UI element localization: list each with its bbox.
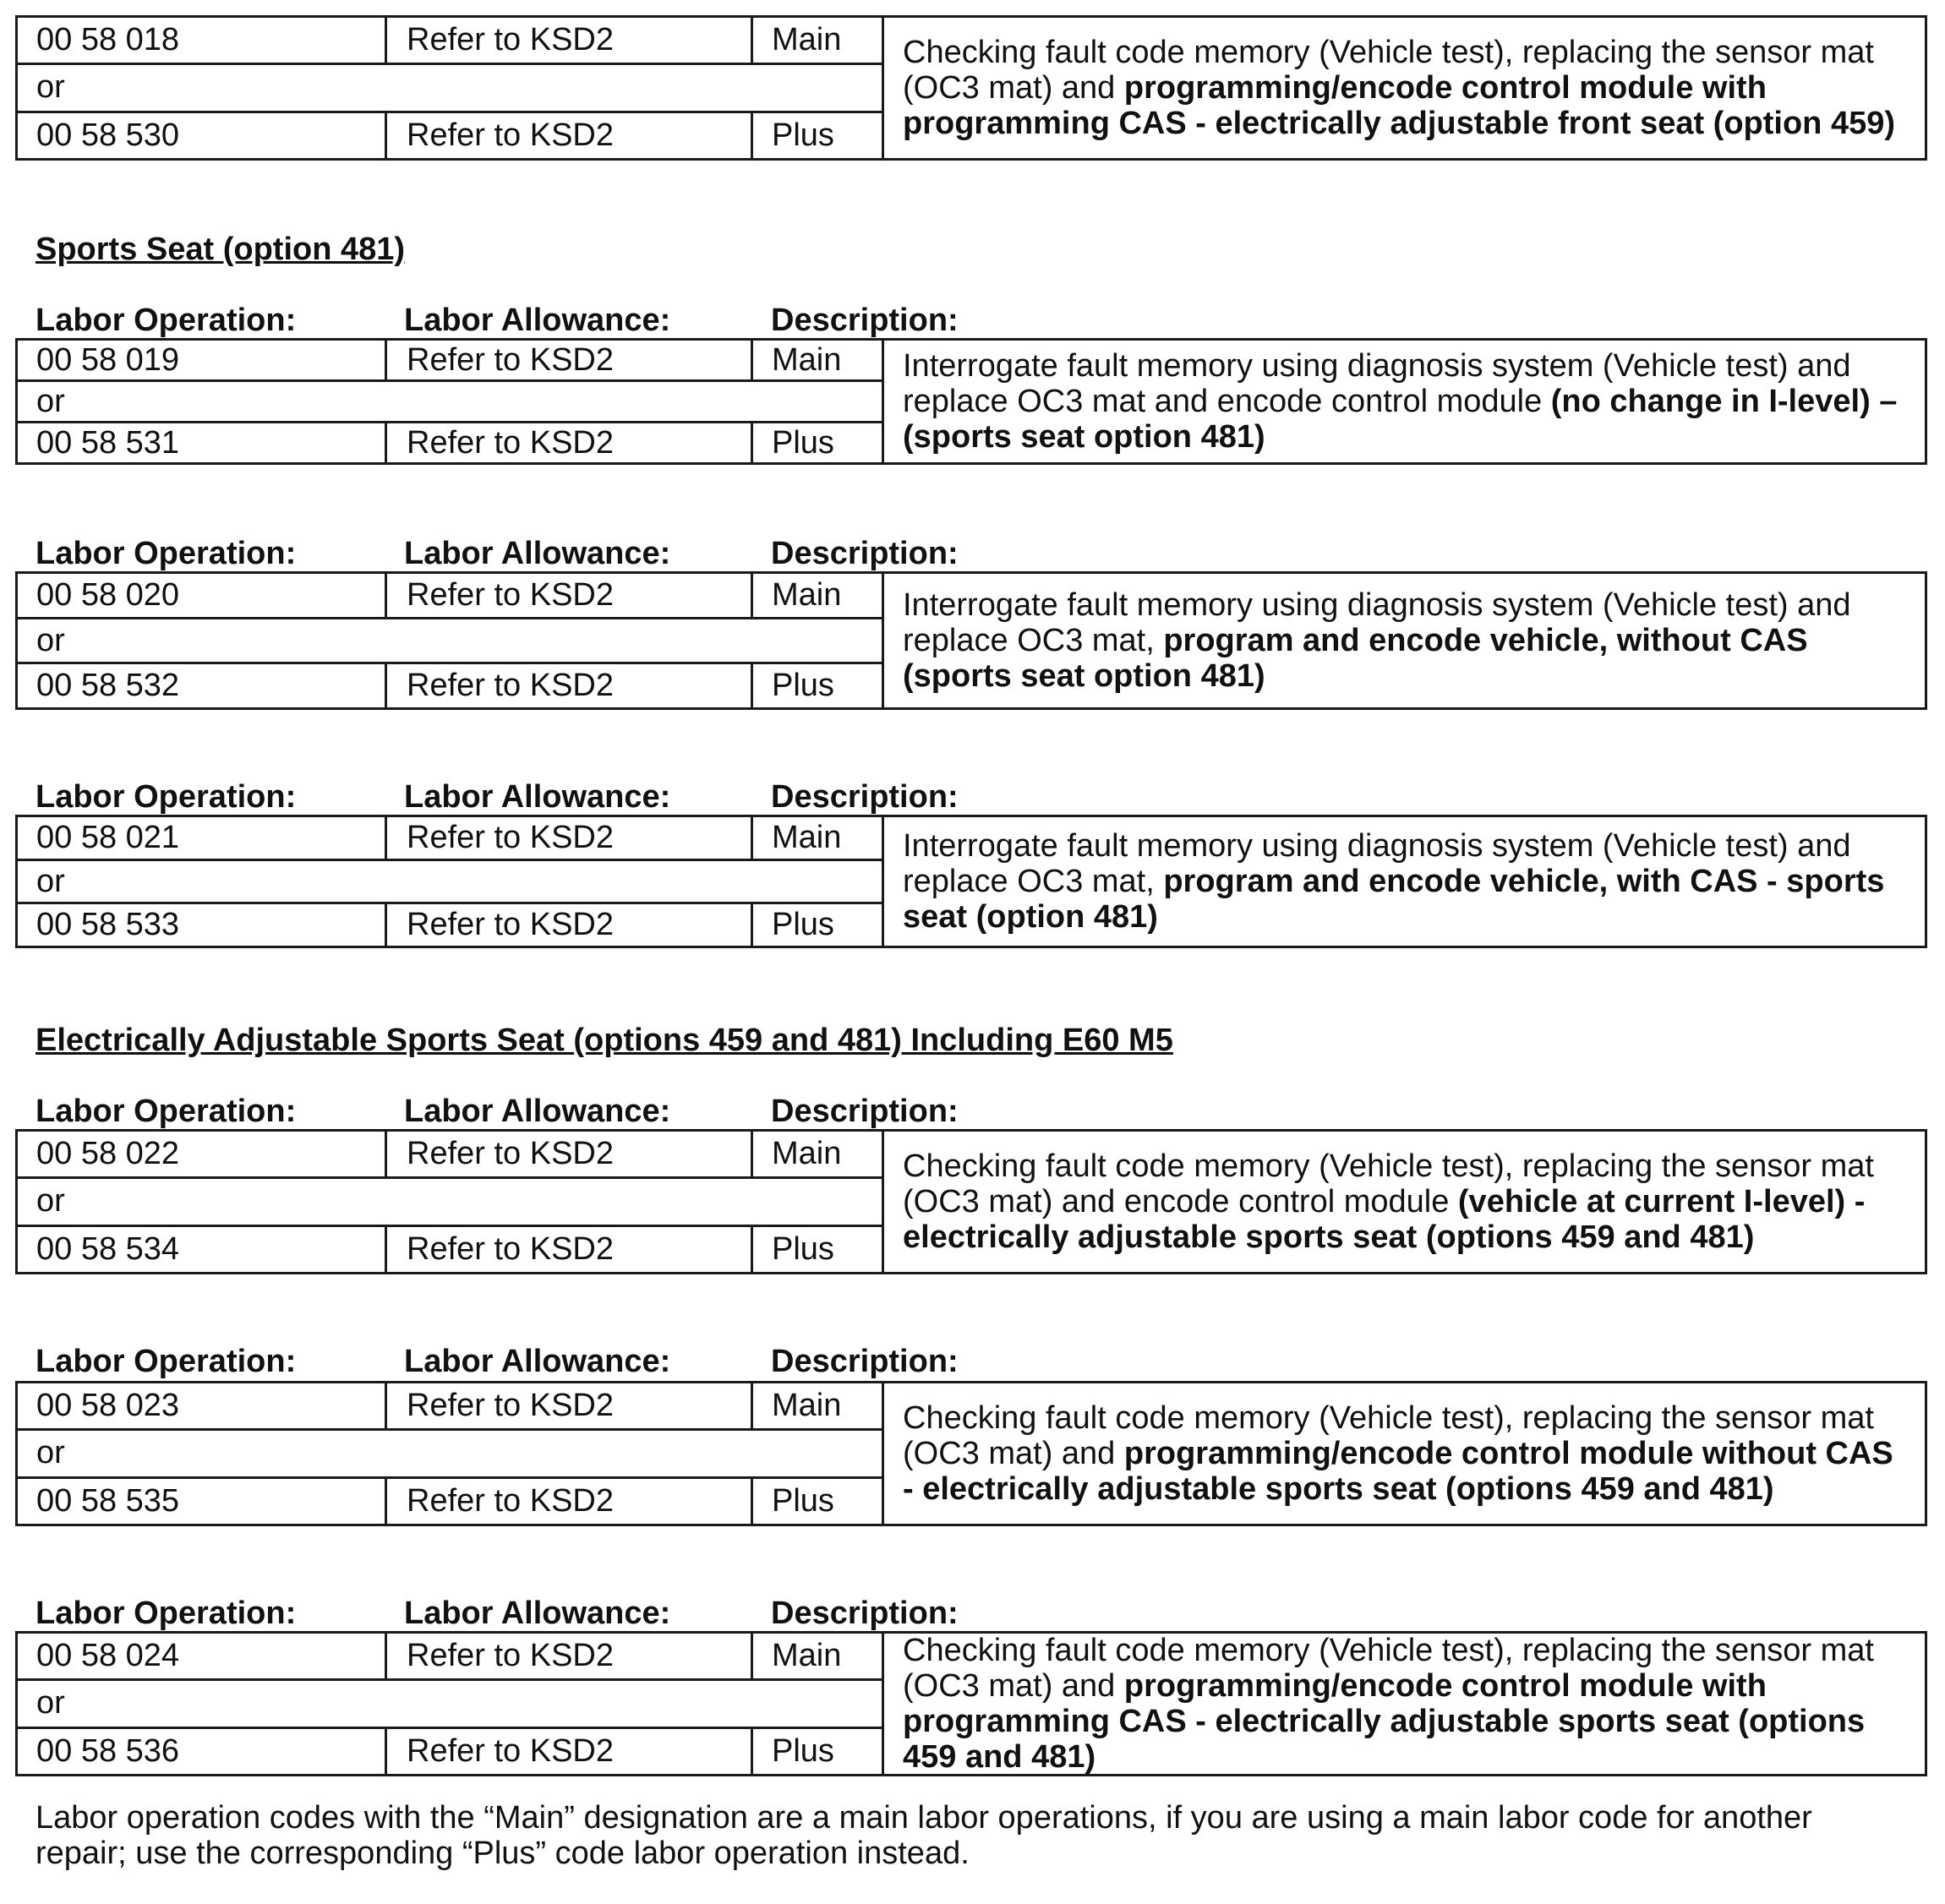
labor-description xyxy=(884,1634,1925,1774)
labor-code-main: 00 58 018 xyxy=(18,18,387,63)
labor-codes xyxy=(18,341,884,462)
section-title-sports-seat: Sports Seat (option 481) xyxy=(36,232,406,267)
table-row-plus xyxy=(18,664,882,707)
labor-allowance-main: Refer to KSD2 xyxy=(387,1383,753,1428)
description-bold-text: program and encode vehicle, with CAS - sports seat (option 481) xyxy=(903,864,1885,935)
labor-type-main: Main xyxy=(772,819,842,855)
table-row-main xyxy=(18,1383,882,1431)
or-label: or xyxy=(36,622,65,658)
labor-type-main: Main xyxy=(772,1638,842,1674)
labor-table-0058018 xyxy=(15,15,1927,161)
labor-code-plus: 00 58 535 xyxy=(18,1479,387,1524)
column-headers xyxy=(0,304,1945,341)
labor-type-plus: Plus xyxy=(772,1230,834,1267)
header-labor-allowance: Labor Allowance: xyxy=(404,1344,671,1379)
labor-type-plus: Plus xyxy=(772,424,834,461)
header-labor-operation: Labor Operation: xyxy=(36,1094,297,1129)
table-row-main xyxy=(18,817,882,861)
header-labor-operation: Labor Operation: xyxy=(36,779,297,815)
labor-code-main: 00 58 023 xyxy=(18,1383,387,1428)
description-bold-text: programming/encode control module with programming CAS - electrically adjustable front seat (option 459) xyxy=(903,70,1896,141)
header-labor-allowance: Labor Allowance: xyxy=(404,303,671,338)
labor-allowance-main: Refer to KSD2 xyxy=(387,817,753,859)
header-description: Description: xyxy=(771,1596,959,1631)
labor-description xyxy=(884,1132,1925,1272)
labor-type-plus: Plus xyxy=(772,117,834,153)
labor-code-main: 00 58 024 xyxy=(18,1634,387,1678)
column-headers xyxy=(0,537,1945,575)
labor-table-0058022 xyxy=(15,1129,1927,1274)
labor-codes xyxy=(18,574,884,707)
labor-type-main: Main xyxy=(772,341,842,378)
column-headers xyxy=(0,1597,1945,1634)
labor-allowance-main: Refer to KSD2 xyxy=(387,341,753,379)
labor-allowance-plus: Refer to KSD2 xyxy=(387,1479,753,1524)
labor-codes xyxy=(18,18,884,158)
description-text: Checking fault code memory (Vehicle test), replacing the sensor mat (OC3 mat) and encode control module xyxy=(903,1148,1874,1219)
description-bold-text: program and encode vehicle, without CAS (sports seat option 481) xyxy=(903,623,1808,694)
table-row-or xyxy=(18,861,882,905)
table-row-plus xyxy=(18,1227,882,1272)
header-labor-allowance: Labor Allowance: xyxy=(404,536,671,571)
section-title-electric-sports-seat: Electrically Adjustable Sports Seat (options 459 and 481) Including E60 M5 xyxy=(36,1023,1173,1058)
header-description: Description: xyxy=(771,1344,959,1379)
labor-description xyxy=(884,817,1925,946)
labor-type-plus: Plus xyxy=(772,668,834,704)
labor-table-0058019 xyxy=(15,338,1927,465)
labor-code-main: 00 58 020 xyxy=(18,574,387,617)
labor-type-plus: Plus xyxy=(772,1732,834,1769)
labor-code-plus: 00 58 530 xyxy=(18,113,387,158)
table-row-main xyxy=(18,1132,882,1179)
header-labor-operation: Labor Operation: xyxy=(36,303,297,338)
labor-allowance-plus: Refer to KSD2 xyxy=(387,1227,753,1272)
header-description: Description: xyxy=(771,303,959,338)
labor-allowance-plus: Refer to KSD2 xyxy=(387,664,753,707)
labor-description xyxy=(884,574,1925,707)
labor-type-main: Main xyxy=(772,1136,842,1172)
header-labor-operation: Labor Operation: xyxy=(36,1344,297,1379)
header-labor-allowance: Labor Allowance: xyxy=(404,779,671,815)
labor-codes xyxy=(18,1634,884,1774)
column-headers xyxy=(0,1095,1945,1132)
labor-description xyxy=(884,1383,1925,1524)
labor-code-main: 00 58 022 xyxy=(18,1132,387,1176)
table-row-main xyxy=(18,341,882,382)
header-labor-allowance: Labor Allowance: xyxy=(404,1094,671,1129)
or-label: or xyxy=(36,1183,65,1219)
labor-table-0058024 xyxy=(15,1631,1927,1776)
labor-allowance-main: Refer to KSD2 xyxy=(387,1634,753,1678)
labor-codes xyxy=(18,817,884,946)
table-row-or xyxy=(18,1431,882,1478)
labor-description xyxy=(884,341,1925,462)
table-row-plus xyxy=(18,1729,882,1774)
table-row-plus xyxy=(18,904,882,946)
table-row-plus xyxy=(18,1479,882,1524)
labor-code-main: 00 58 019 xyxy=(18,341,387,379)
labor-codes xyxy=(18,1383,884,1524)
description-text: Checking fault code memory (Vehicle test), replacing the sensor mat (OC3 mat) and xyxy=(903,1400,1874,1471)
table-row-plus xyxy=(18,423,882,462)
description-text: Interrogate fault memory using diagnosis system (Vehicle test) and replace OC3 mat, xyxy=(903,587,1851,658)
labor-code-plus: 00 58 532 xyxy=(18,664,387,707)
description-bold-text: (vehicle at current I-level) - electrically adjustable sports seat (options 459 and 481) xyxy=(903,1184,1866,1255)
description-bold-text: programming/encode control module without CAS - electrically adjustable sports seat (options 459 and 481) xyxy=(903,1436,1893,1507)
description-text: Checking fault code memory (Vehicle test), replacing the sensor mat (OC3 mat) and xyxy=(903,35,1874,106)
labor-allowance-plus: Refer to KSD2 xyxy=(387,1729,753,1774)
header-labor-allowance: Labor Allowance: xyxy=(404,1596,671,1631)
labor-table-0058021 xyxy=(15,815,1927,948)
labor-table-0058023 xyxy=(15,1381,1927,1526)
or-label: or xyxy=(36,1435,65,1471)
labor-code-plus: 00 58 534 xyxy=(18,1227,387,1272)
header-labor-operation: Labor Operation: xyxy=(36,536,297,571)
header-labor-operation: Labor Operation: xyxy=(36,1596,297,1631)
labor-allowance-main: Refer to KSD2 xyxy=(387,574,753,617)
table-row-or xyxy=(18,382,882,423)
labor-code-main: 00 58 021 xyxy=(18,817,387,859)
footer-note: Labor operation codes with the “Main” designation are a main labor operations, if you are using a main labor code for another repair; use the corresponding “Plus” code labor operation instead. xyxy=(36,1800,1812,1871)
table-row-or xyxy=(18,1179,882,1226)
or-label: or xyxy=(36,383,65,419)
or-label: or xyxy=(36,863,65,899)
table-row-or xyxy=(18,1681,882,1728)
description-text: Interrogate fault memory using diagnosis system (Vehicle test) and replace OC3 mat, xyxy=(903,828,1851,899)
labor-type-plus: Plus xyxy=(772,1482,834,1519)
description-bold-text: programming/encode control module with programming CAS - electrically adjustable sports seat (options 459 and 481) xyxy=(903,1668,1866,1775)
labor-code-plus: 00 58 536 xyxy=(18,1729,387,1774)
or-label: or xyxy=(36,69,65,106)
header-description: Description: xyxy=(771,779,959,815)
labor-type-main: Main xyxy=(772,576,842,613)
labor-code-plus: 00 58 531 xyxy=(18,423,387,462)
labor-type-main: Main xyxy=(772,22,842,58)
column-headers xyxy=(0,781,1945,818)
description-text: Interrogate fault memory using diagnosis system (Vehicle test) and replace OC3 mat and encode control module xyxy=(903,348,1851,419)
labor-allowance-main: Refer to KSD2 xyxy=(387,18,753,63)
column-headers xyxy=(0,1345,1945,1383)
labor-type-plus: Plus xyxy=(772,907,834,943)
or-label: or xyxy=(36,1685,65,1721)
labor-code-plus: 00 58 533 xyxy=(18,904,387,946)
table-row-or xyxy=(18,619,882,665)
description-bold-text: (no change in I-level) – (sports seat option 481) xyxy=(903,384,1898,455)
table-row-or xyxy=(18,65,882,112)
description-text: Checking fault code memory (Vehicle test), replacing the sensor mat (OC3 mat) and xyxy=(903,1633,1874,1704)
table-row-plus xyxy=(18,113,882,158)
header-description: Description: xyxy=(771,536,959,571)
table-row-main xyxy=(18,18,882,65)
labor-allowance-plus: Refer to KSD2 xyxy=(387,904,753,946)
table-row-main xyxy=(18,1634,882,1681)
labor-allowance-main: Refer to KSD2 xyxy=(387,1132,753,1176)
labor-allowance-plus: Refer to KSD2 xyxy=(387,423,753,462)
labor-codes xyxy=(18,1132,884,1272)
labor-allowance-plus: Refer to KSD2 xyxy=(387,113,753,158)
labor-description xyxy=(884,18,1925,158)
table-row-main xyxy=(18,574,882,619)
header-description: Description: xyxy=(771,1094,959,1129)
labor-type-main: Main xyxy=(772,1388,842,1424)
labor-table-0058020 xyxy=(15,571,1927,710)
